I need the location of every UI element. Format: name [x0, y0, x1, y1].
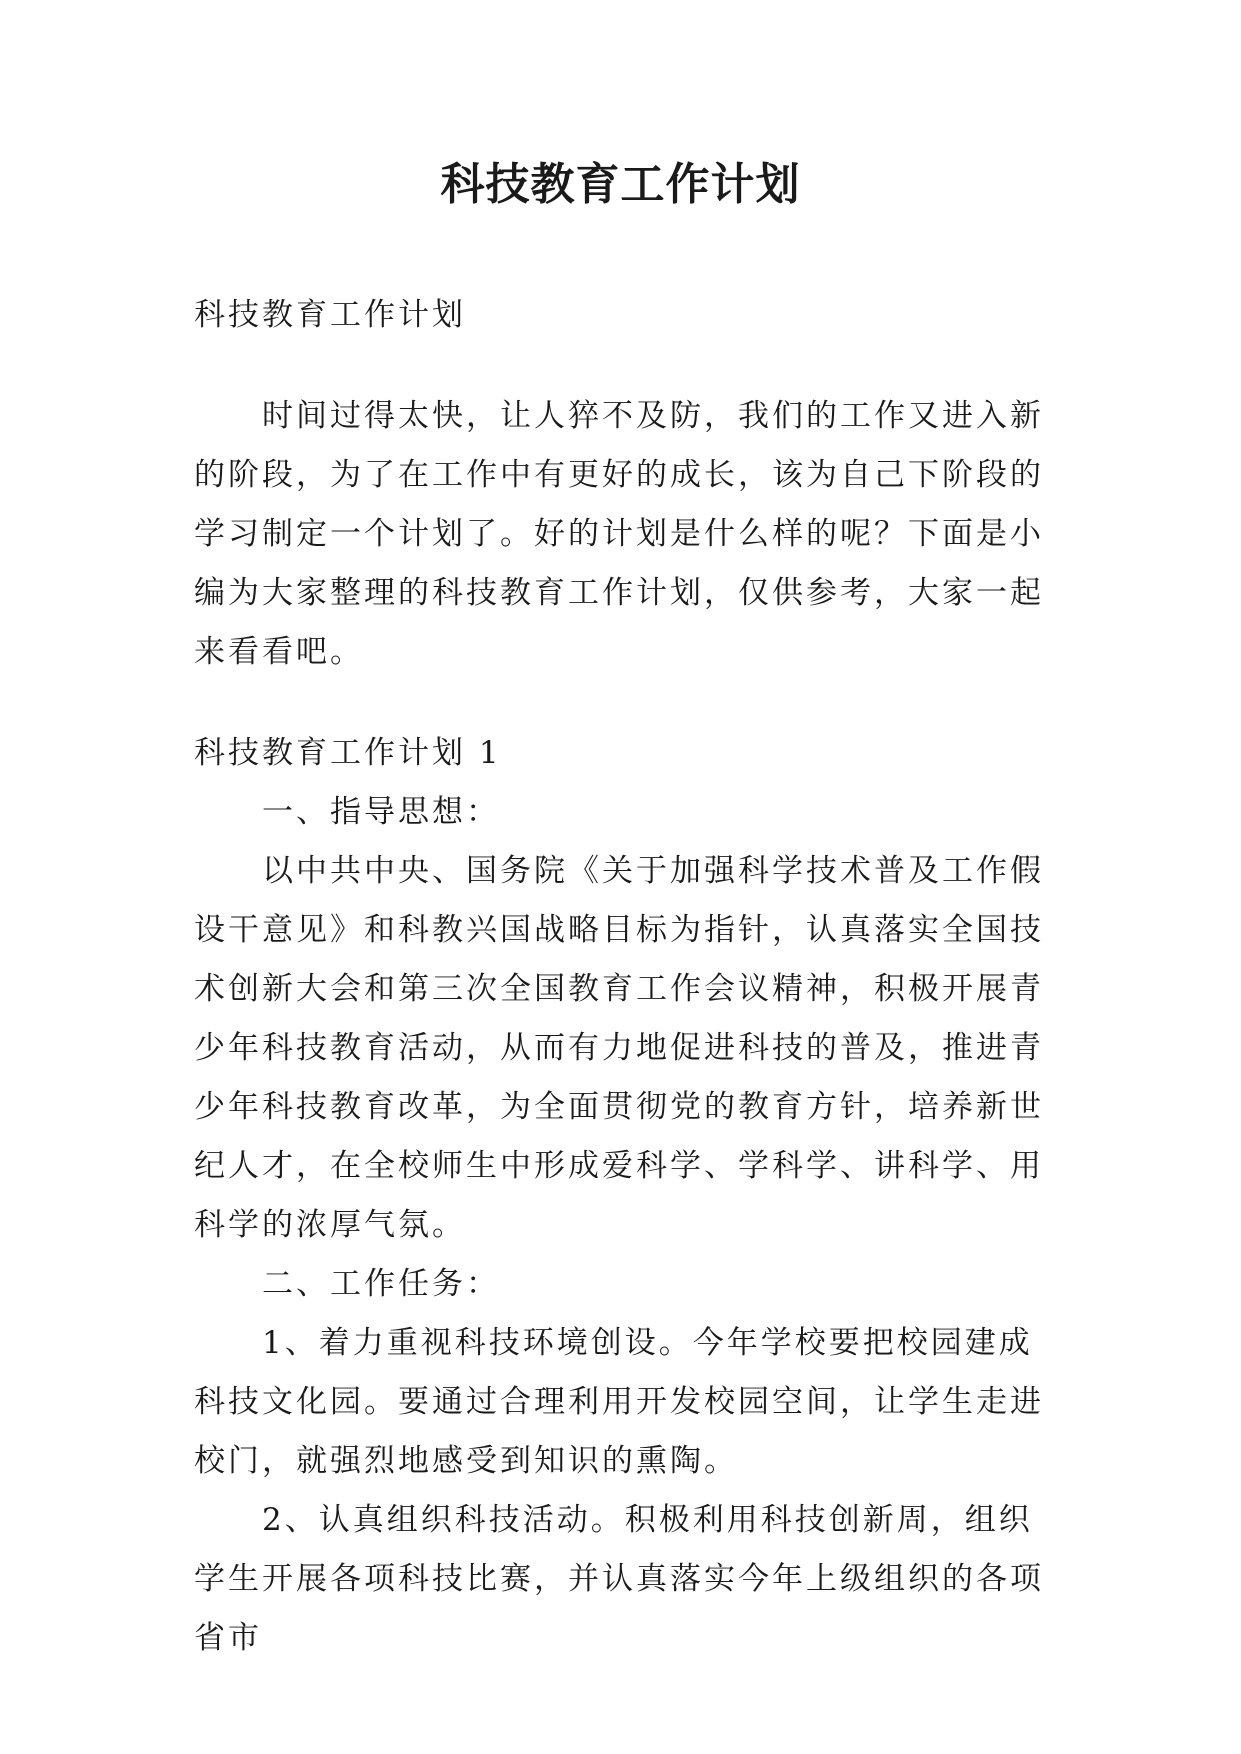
- task-item-2: 2、认真组织科技活动。积极利用科技创新周，组织学生开展各项科技比赛，并认真落实今年上级组织的各项省市: [194, 1502, 1044, 1656]
- document-title: 科技教育工作计划: [440, 159, 801, 210]
- guiding-ideology-paragraph: 以中共中央、国务院《关于加强科学技术普及工作假设干意见》和科教兴国战略目标为指针，认真落实全国技术创新大会和第三次全国教育工作会议精神，积极开展青少年科技教育活动，从而有力地促进科技的普及，推进青少年科技教育改革，为全面贯彻党的教育方针，培养新世纪人才，在全校师生中形成爱科学、学科学、讲科学、用科学的浓厚气氛。: [194, 853, 1044, 1243]
- document-body: [194, 286, 1050, 1668]
- heading-guiding-ideology: 一、指导思想：: [262, 794, 500, 830]
- heading-work-tasks: 二、工作任务：: [262, 1266, 500, 1302]
- section-title: 科技教育工作计划 1: [194, 735, 502, 771]
- task-item-1: 1、着力重视科技环境创设。今年学校要把校园建成科技文化园。要通过合理利用开发校园空间，让学生走进校门，就强烈地感受到知识的熏陶。: [194, 1325, 1044, 1479]
- intro-paragraph: 时间过得太快，让人猝不及防，我们的工作又进入新的阶段，为了在工作中有更好的成长，该为自己下阶段的学习制定一个计划了。好的计划是什么样的呢？下面是小编为大家整理的科技教育工作计划，仅供参考，大家一起来看看吧。: [194, 398, 1044, 670]
- document-subtitle: 科技教育工作计划: [194, 297, 466, 333]
